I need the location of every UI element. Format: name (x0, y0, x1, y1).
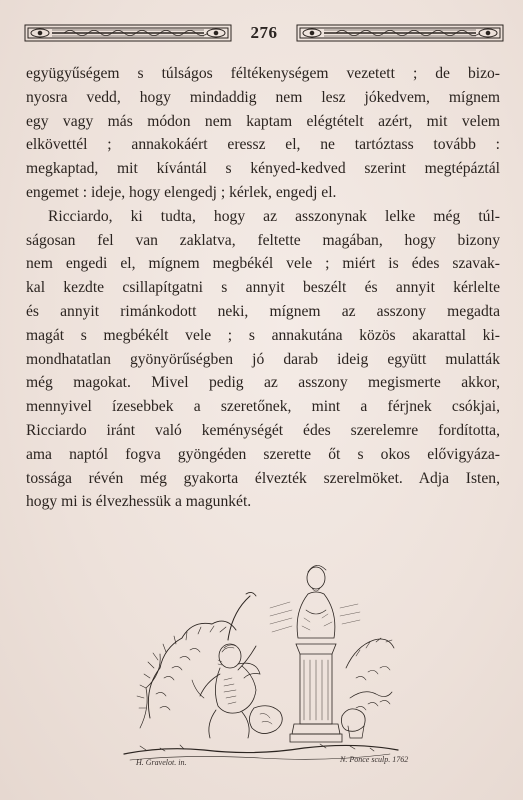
text-line: nyosra vedd, hogy mindaddig nem lesz jókedvem, mígnem (26, 88, 500, 106)
text-line: tossága révén még gyakorta élvezték szerelmöket. Adja Isten, (26, 469, 500, 487)
text-line: ama naptól fogva gyöngéden szerette őt s okos elővigyáza- (26, 445, 500, 463)
text-line: engemet : ideje, hogy elengedj ; kérlek, engedj el. (26, 183, 337, 201)
text-line: megkaptad, mit kívántál s kényed-kedved szerint megtépáztál (26, 160, 500, 178)
text-line: egy vagy más módon nem kaptam elégtételt azért, mit velem (26, 112, 500, 130)
text-line: magát s megbékélt vele ; s annakutána közös akarattal ki- (26, 326, 500, 344)
text-line: még magokat. Mivel pedig az asszony megismerte akkor, (26, 374, 500, 392)
paragraph-1 (26, 62, 500, 205)
text-line: nem engedi el, mígnem megbékél vele ; miért is édes szavak- (26, 255, 500, 273)
engraver-signature-right: N. Ponce sculp. 1762 (340, 755, 409, 764)
text-line: hogy mi is élvezhessük a magunkét. (26, 493, 252, 511)
text-line: Ricciardo iránt való keménységét édes szerelemre fordította, (26, 421, 500, 439)
text-line: ságosan fel van zaklatva, feltette magában, hogy bizony (26, 231, 500, 249)
text-line: együgyűségem s túlságos féltékenységem vezetett ; de bizo- (26, 65, 500, 82)
text-line: elkövettél ; annakokáért eressz el, ne tartóztass tovább : (26, 136, 500, 154)
engraver-signature-left: H. Gravelot. in. (136, 758, 187, 767)
text-line: Ricciardo, ki tudta, hogy az asszonynak lelke még túl- (48, 207, 500, 225)
text-line: mondhatatlan gyönyörűségben jó darab ideig együtt mulatták (26, 350, 500, 368)
text-line: és annyit rimánkodott neki, mígnem az asszony megadta (26, 302, 500, 320)
page-header (24, 22, 504, 44)
text-line: mennyivel ízesebbek a szeretőnek, mint a férjnek csókjai, (26, 398, 500, 416)
body-text (26, 62, 500, 514)
page-number: 276 (250, 23, 278, 42)
cupid-bust-engraving-icon (120, 548, 402, 774)
paragraph-2 (26, 205, 500, 514)
text-line: kal kezdte csillapítgatni s annyit beszélt és annyit kérlelte (26, 279, 500, 297)
